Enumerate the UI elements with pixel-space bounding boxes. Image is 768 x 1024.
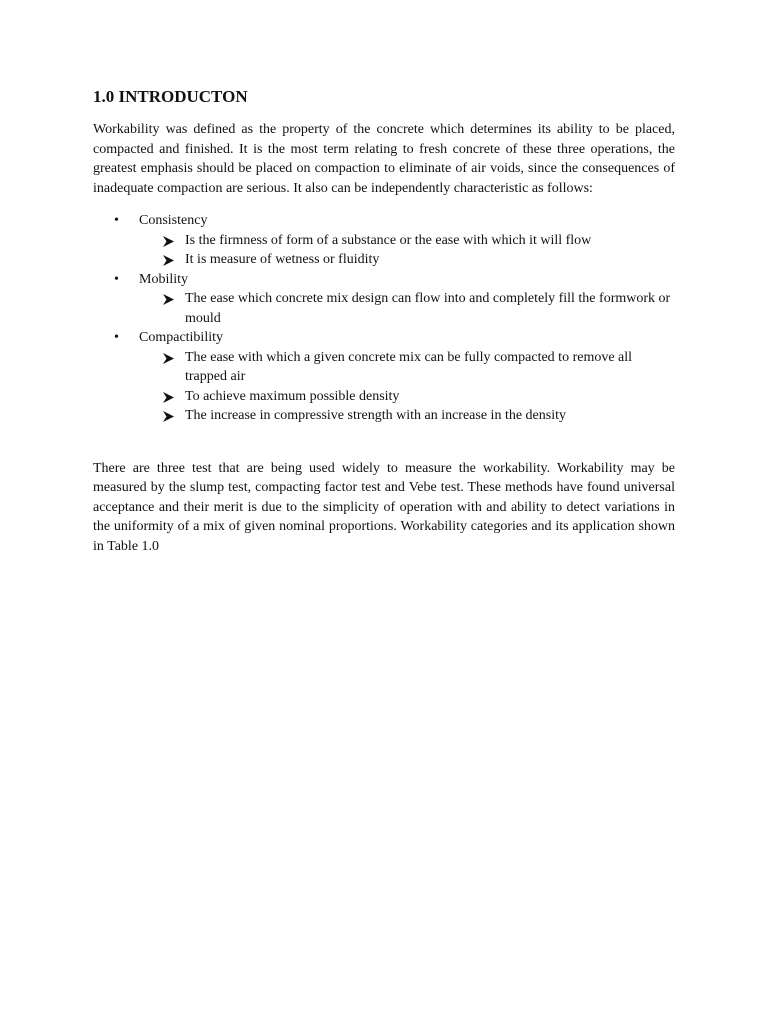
- sub-list-item-text: Is the firmness of form of a substance or the ease with which it will flow: [185, 232, 592, 248]
- arrowhead-icon: [163, 353, 174, 364]
- bullet-dot-icon: •: [114, 330, 119, 345]
- sub-list-item: [93, 348, 675, 387]
- sub-list-item-text: The ease which concrete mix design can flow into and completely fill the formwork or mould: [185, 291, 671, 326]
- sub-list-item: [93, 387, 675, 407]
- sub-list: [139, 289, 675, 328]
- list-item-label: Mobility: [139, 271, 189, 287]
- sub-list: [139, 348, 675, 426]
- arrowhead-icon: [163, 294, 174, 305]
- sub-list-item-text: To achieve maximum possible density: [185, 388, 400, 404]
- section-heading: 1.0 INTRODUCTON: [93, 87, 248, 106]
- sub-list-item-text: The increase in compressive strength with an increase in the density: [185, 408, 566, 423]
- sub-list-item: [93, 289, 675, 328]
- sub-list: [139, 231, 675, 270]
- sub-list-item: [93, 231, 675, 251]
- list-item: [93, 211, 675, 270]
- sub-list-item: [93, 406, 675, 426]
- list-item: [93, 328, 675, 426]
- arrowhead-icon: [163, 236, 174, 247]
- list-item-label: Consistency: [139, 213, 208, 228]
- closing-paragraph: There are three test that are being used widely to measure the workability. Workability may be measured by the slump test, compacting factor test and Vebe test. These methods have found universal acceptance and their merit is due to the simplicity of operation with and ability to detect variations in the uniformity of a mix of given nominal proportions. Workability categories and its application shown in Table 1.0: [93, 460, 675, 554]
- bullet-dot-icon: •: [114, 271, 119, 287]
- sub-list-item-text: The ease with which a given concrete mix can be fully compacted to remove all trapped air: [185, 349, 633, 384]
- arrowhead-icon: [163, 392, 174, 403]
- sub-list-item: [93, 250, 675, 270]
- list-item-label: Compactibility: [139, 330, 223, 345]
- arrowhead-icon: [163, 255, 174, 266]
- bullet-dot-icon: •: [114, 213, 119, 228]
- document-body: [93, 86, 675, 556]
- characteristics-list: [93, 211, 675, 426]
- list-item: [93, 270, 675, 329]
- arrowhead-icon: [163, 411, 174, 422]
- intro-paragraph: Workability was defined as the property of the concrete which determines its ability to be placed, compacted and finished. It is the most term relating to fresh concrete of these three operations, the greatest emphasis should be placed on compaction to eliminate of air voids, since the consequences of inadequate compaction are serious. It also can be independently characteristic as follows:: [93, 122, 675, 196]
- sub-list-item-text: It is measure of wetness or fluidity: [185, 252, 380, 267]
